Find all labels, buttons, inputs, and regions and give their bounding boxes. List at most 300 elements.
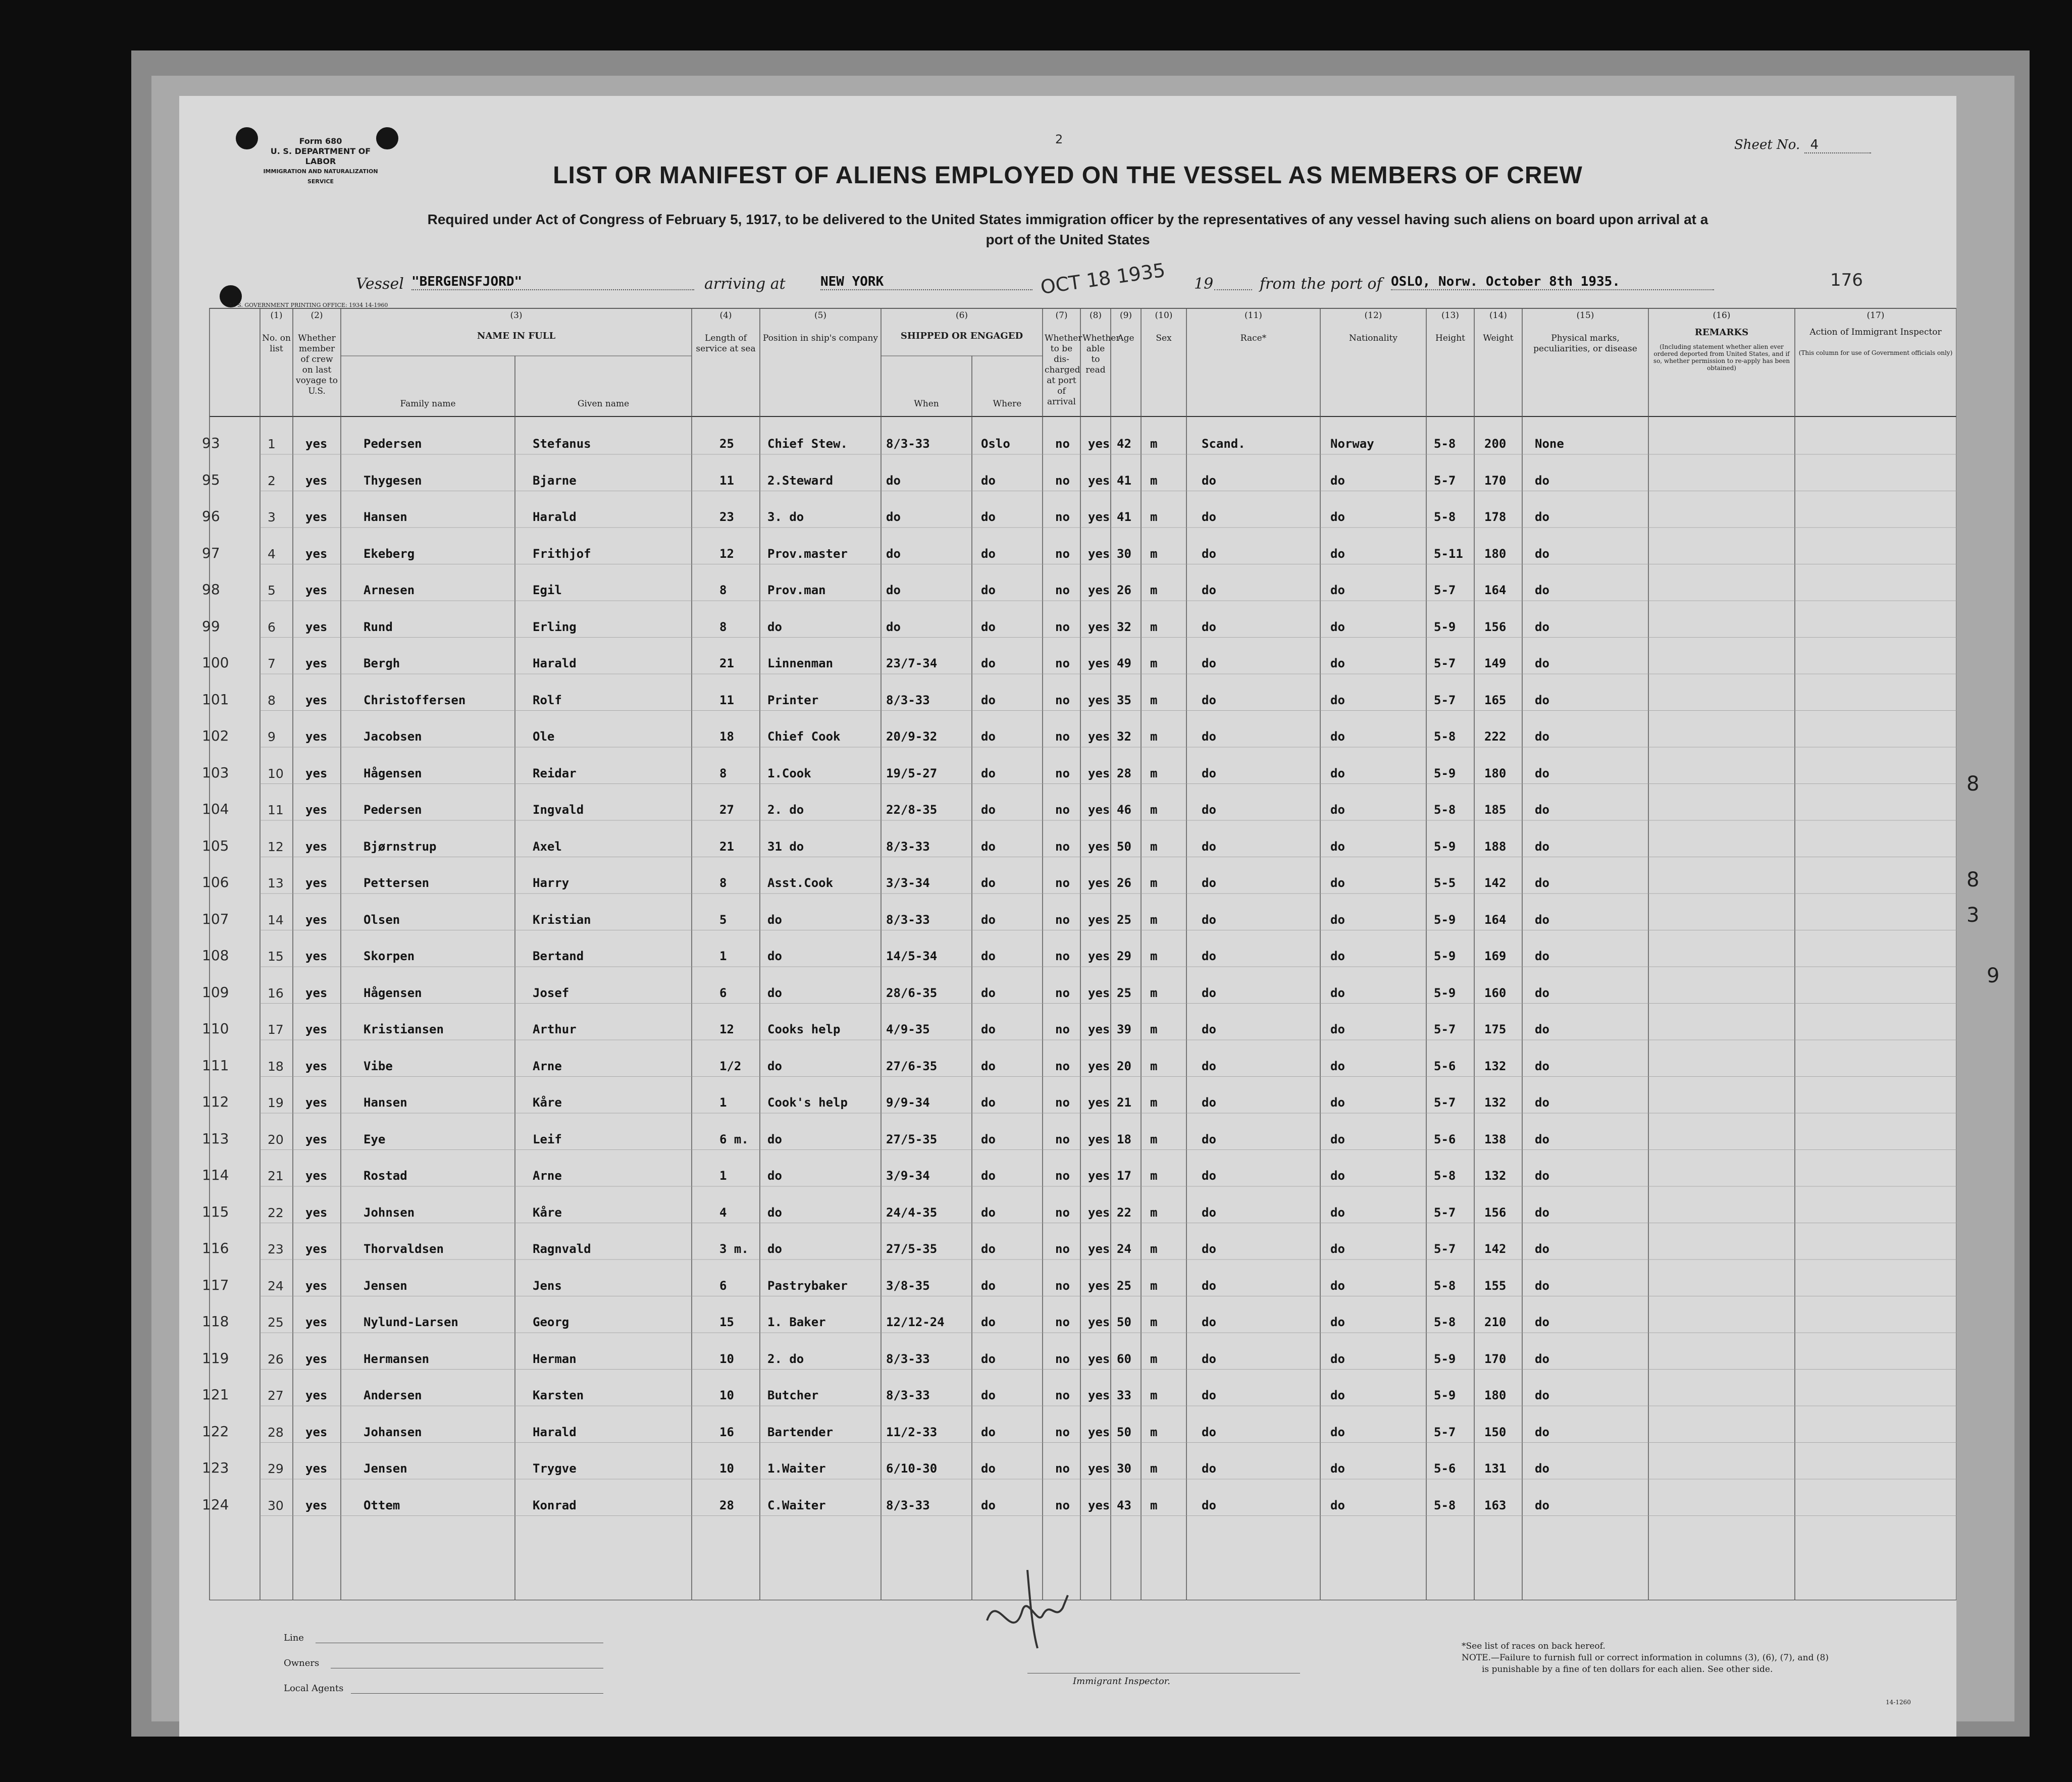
- row-height: 5-7: [1434, 656, 1456, 670]
- row-service: 11: [719, 693, 734, 707]
- row-nat: do: [1330, 1388, 1345, 1402]
- row-when: 8/3-33: [886, 693, 930, 707]
- row-family: Pedersen: [364, 437, 422, 451]
- row-no: 20: [268, 1132, 284, 1147]
- row-height: 5-8: [1434, 1315, 1456, 1329]
- row-read: yes: [1088, 583, 1110, 597]
- row-read: yes: [1088, 876, 1110, 890]
- row-service: 3 m.: [719, 1242, 749, 1256]
- row-weight: 222: [1484, 729, 1507, 744]
- row-handwritten-number: 99: [202, 617, 220, 635]
- row-age: 35: [1117, 693, 1131, 707]
- row-weight: 165: [1484, 693, 1507, 707]
- column-number: (5): [814, 310, 827, 321]
- row-no: 26: [268, 1351, 284, 1367]
- row-when: do: [886, 583, 901, 597]
- row-race: do: [1202, 1351, 1216, 1366]
- row-service: 18: [719, 729, 734, 744]
- row-nat: do: [1330, 1132, 1345, 1146]
- row-read: yes: [1088, 1242, 1110, 1256]
- row-position: Pastrybaker: [767, 1278, 848, 1293]
- row-position: 2. do: [767, 1351, 804, 1366]
- row-height: 5-9: [1434, 912, 1456, 927]
- row-nat: do: [1330, 985, 1345, 1000]
- row-when: 8/3-33: [886, 1388, 930, 1402]
- row-sex: m: [1150, 1242, 1158, 1256]
- row-handwritten-number: 113: [202, 1130, 229, 1147]
- row-weight: 170: [1484, 473, 1507, 488]
- row-nat: do: [1330, 546, 1345, 561]
- row-age: 41: [1117, 510, 1131, 524]
- row-read: yes: [1088, 803, 1110, 817]
- row-sex: m: [1150, 1205, 1158, 1220]
- row-weight: 138: [1484, 1132, 1507, 1146]
- row-disch: no: [1055, 546, 1070, 561]
- row-given: Bertand: [533, 949, 584, 963]
- row-family: Skorpen: [364, 949, 415, 963]
- row-given: Frithjof: [533, 546, 591, 561]
- row-when: 27/6-35: [886, 1059, 938, 1073]
- row-last: yes: [305, 729, 328, 744]
- row-height: 5-8: [1434, 729, 1456, 744]
- row-read: yes: [1088, 1132, 1110, 1146]
- row-when: 14/5-34: [886, 949, 938, 963]
- row-disch: no: [1055, 1169, 1070, 1183]
- row-family: Andersen: [364, 1388, 422, 1402]
- row-race: do: [1202, 876, 1216, 890]
- row-when: 3/8-35: [886, 1278, 930, 1293]
- row-age: 30: [1117, 546, 1131, 561]
- row-given: Ole: [533, 729, 555, 744]
- row-marks: do: [1535, 839, 1549, 854]
- row-last: yes: [305, 1351, 328, 1366]
- row-age: 60: [1117, 1351, 1131, 1366]
- arrival-date-stamp: OCT 18 1935: [1039, 258, 1167, 299]
- row-where: do: [981, 1059, 996, 1073]
- row-height: 5-7: [1434, 693, 1456, 707]
- row-sex: m: [1150, 656, 1158, 670]
- arriving-label: arriving at: [704, 275, 786, 293]
- row-weight: 142: [1484, 1242, 1507, 1256]
- row-last: yes: [305, 1059, 328, 1073]
- row-age: 28: [1117, 766, 1131, 780]
- row-marks: do: [1535, 473, 1549, 488]
- row-last: yes: [305, 876, 328, 890]
- row-read: yes: [1088, 949, 1110, 963]
- year-blank: [1214, 289, 1252, 290]
- column-header: No. on list: [262, 333, 291, 354]
- row-position: do: [767, 619, 782, 634]
- row-race: do: [1202, 912, 1216, 927]
- row-race: do: [1202, 803, 1216, 817]
- row-family: Ekeberg: [364, 546, 415, 561]
- row-family: Vibe: [364, 1059, 393, 1073]
- row-height: 5-6: [1434, 1059, 1456, 1073]
- row-race: do: [1202, 839, 1216, 854]
- row-when: 3/9-34: [886, 1169, 930, 1183]
- row-disch: no: [1055, 656, 1070, 670]
- row-weight: 142: [1484, 876, 1507, 890]
- row-read: yes: [1088, 1278, 1110, 1293]
- inspector-signature: [967, 1560, 1098, 1651]
- row-handwritten-number: 123: [202, 1459, 229, 1476]
- row-position: Prov.master: [767, 546, 848, 561]
- row-race: do: [1202, 1059, 1216, 1073]
- row-service: 28: [719, 1498, 734, 1512]
- row-disch: no: [1055, 1351, 1070, 1366]
- row-weight: 180: [1484, 766, 1507, 780]
- row-height: 5-7: [1434, 1425, 1456, 1439]
- row-height: 5-7: [1434, 473, 1456, 488]
- row-read: yes: [1088, 1205, 1110, 1220]
- row-position: 1.Waiter: [767, 1461, 826, 1476]
- row-position: C.Waiter: [767, 1498, 826, 1512]
- row-last: yes: [305, 1022, 328, 1036]
- row-handwritten-number: 108: [202, 947, 229, 964]
- form-number: Form 680: [299, 136, 342, 146]
- row-where: do: [981, 546, 996, 561]
- row-where: do: [981, 1132, 996, 1146]
- row-marks: do: [1535, 1022, 1549, 1036]
- note-fine: is punishable by a fine of ten dollars for each alien. See other side.: [1482, 1664, 1773, 1674]
- row-where: do: [981, 1461, 996, 1476]
- column-header: Physical marks, peculiarities, or disease: [1533, 333, 1637, 354]
- row-nat: do: [1330, 1498, 1345, 1512]
- row-read: yes: [1088, 619, 1110, 634]
- row-position: do: [767, 949, 782, 963]
- row-disch: no: [1055, 729, 1070, 744]
- row-marks: do: [1535, 1132, 1549, 1146]
- row-race: do: [1202, 766, 1216, 780]
- row-disch: no: [1055, 473, 1070, 488]
- row-marks: do: [1535, 1059, 1549, 1073]
- row-no: 25: [268, 1315, 284, 1330]
- row-age: 29: [1117, 949, 1131, 963]
- row-no: 27: [268, 1388, 284, 1403]
- row-no: 29: [268, 1461, 284, 1476]
- row-height: 5-9: [1434, 949, 1456, 963]
- row-family: Johnsen: [364, 1205, 415, 1220]
- row-where: do: [981, 619, 996, 634]
- row-last: yes: [305, 437, 328, 451]
- row-marks: do: [1535, 766, 1549, 780]
- row-handwritten-number: 96: [202, 508, 220, 525]
- column-number: (16): [1713, 310, 1731, 321]
- row-family: Hågensen: [364, 766, 422, 780]
- row-race: do: [1202, 1132, 1216, 1146]
- row-given: Rolf: [533, 693, 562, 707]
- row-position: do: [767, 912, 782, 927]
- row-age: 43: [1117, 1498, 1131, 1512]
- subheader-when: When: [914, 399, 939, 409]
- owners-label: Owners: [284, 1658, 320, 1668]
- column-header: Length of service at sea: [696, 333, 756, 354]
- row-disch: no: [1055, 1205, 1070, 1220]
- row-weight: 180: [1484, 546, 1507, 561]
- row-sex: m: [1150, 1351, 1158, 1366]
- row-marks: do: [1535, 510, 1549, 524]
- row-read: yes: [1088, 437, 1110, 451]
- row-read: yes: [1088, 510, 1110, 524]
- row-disch: no: [1055, 1242, 1070, 1256]
- row-where: do: [981, 985, 996, 1000]
- column-number: (14): [1489, 310, 1507, 321]
- row-weight: 156: [1484, 619, 1507, 634]
- row-age: 21: [1117, 1095, 1131, 1110]
- row-weight: 210: [1484, 1315, 1507, 1329]
- row-marks: do: [1535, 949, 1549, 963]
- row-age: 17: [1117, 1169, 1131, 1183]
- row-no: 2: [268, 473, 276, 488]
- row-where: do: [981, 1425, 996, 1439]
- row-weight: 131: [1484, 1461, 1507, 1476]
- row-no: 12: [268, 839, 284, 854]
- row-handwritten-number: 98: [202, 581, 220, 598]
- row-when: 8/3-33: [886, 1351, 930, 1366]
- row-given: Georg: [533, 1315, 569, 1329]
- departure-port: OSLO, Norw. October 8th 1935.: [1391, 274, 1714, 290]
- row-where: do: [981, 1205, 996, 1220]
- column-number: (17): [1867, 310, 1885, 321]
- row-read: yes: [1088, 1425, 1110, 1439]
- row-family: Thorvaldsen: [364, 1242, 444, 1256]
- row-service: 6 m.: [719, 1132, 749, 1146]
- row-marks: do: [1535, 1242, 1549, 1256]
- row-race: do: [1202, 619, 1216, 634]
- row-handwritten-number: 103: [202, 764, 229, 781]
- row-given: Harald: [533, 656, 577, 670]
- row-family: Thygesen: [364, 473, 422, 488]
- row-marks: do: [1535, 1169, 1549, 1183]
- row-position: 3. do: [767, 510, 804, 524]
- row-sex: m: [1150, 949, 1158, 963]
- row-when: do: [886, 546, 901, 561]
- row-weight: 178: [1484, 510, 1507, 524]
- row-family: Hansen: [364, 510, 407, 524]
- row-sex: m: [1150, 1132, 1158, 1146]
- row-age: 50: [1117, 839, 1131, 854]
- row-disch: no: [1055, 1388, 1070, 1402]
- row-family: Jensen: [364, 1461, 407, 1476]
- row-service: 8: [719, 619, 727, 634]
- row-marks: do: [1535, 546, 1549, 561]
- column-header: REMARKS: [1694, 327, 1749, 338]
- row-family: Johansen: [364, 1425, 422, 1439]
- row-given: Egil: [533, 583, 562, 597]
- row-position: Printer: [767, 693, 819, 707]
- row-age: 32: [1117, 729, 1131, 744]
- row-read: yes: [1088, 1022, 1110, 1036]
- row-when: do: [886, 619, 901, 634]
- row-disch: no: [1055, 583, 1070, 597]
- row-height: 5-9: [1434, 619, 1456, 634]
- row-no: 24: [268, 1278, 284, 1293]
- row-race: do: [1202, 1425, 1216, 1439]
- row-handwritten-number: 107: [202, 910, 229, 927]
- row-service: 5: [719, 912, 727, 927]
- sheet-number-value: 4: [1804, 137, 1871, 153]
- row-sex: m: [1150, 510, 1158, 524]
- row-last: yes: [305, 546, 328, 561]
- row-marks: do: [1535, 985, 1549, 1000]
- row-when: 19/5-27: [886, 766, 938, 780]
- row-no: 7: [268, 656, 276, 671]
- row-given: Bjarne: [533, 473, 577, 488]
- sheet-number-label: Sheet No.: [1734, 137, 1800, 152]
- row-given: Trygve: [533, 1461, 577, 1476]
- manifest-sheet: [179, 96, 1956, 1737]
- note-races: *See list of races on back hereof.: [1462, 1641, 1605, 1651]
- column-number: (4): [719, 310, 732, 321]
- row-given: Harald: [533, 1425, 577, 1439]
- row-height: 5-8: [1434, 1278, 1456, 1293]
- row-age: 33: [1117, 1388, 1131, 1402]
- row-last: yes: [305, 1205, 328, 1220]
- row-service: 6: [719, 985, 727, 1000]
- row-race: do: [1202, 473, 1216, 488]
- row-height: 5-9: [1434, 839, 1456, 854]
- row-sex: m: [1150, 1461, 1158, 1476]
- row-nat: do: [1330, 803, 1345, 817]
- row-handwritten-number: 95: [202, 471, 220, 488]
- row-race: do: [1202, 1315, 1216, 1329]
- row-given: Reidar: [533, 766, 577, 780]
- row-marks: do: [1535, 1351, 1549, 1366]
- row-marks: do: [1535, 1461, 1549, 1476]
- row-weight: 164: [1484, 583, 1507, 597]
- row-age: 50: [1117, 1315, 1131, 1329]
- row-when: 28/6-35: [886, 985, 938, 1000]
- row-last: yes: [305, 583, 328, 597]
- row-service: 6: [719, 1278, 727, 1293]
- row-no: 8: [268, 693, 276, 708]
- vessel-name: "BERGENSFJORD": [411, 274, 694, 290]
- row-position: Chief Cook: [767, 729, 841, 744]
- row-weight: 175: [1484, 1022, 1507, 1036]
- row-service: 11: [719, 473, 734, 488]
- row-handwritten-number: 100: [202, 654, 229, 671]
- column-number: (9): [1119, 310, 1132, 321]
- row-handwritten-number: 105: [202, 837, 229, 854]
- subheader-where: Where: [993, 399, 1022, 409]
- row-nat: do: [1330, 1169, 1345, 1183]
- row-position: Linnenman: [767, 656, 834, 670]
- row-read: yes: [1088, 1095, 1110, 1110]
- row-where: Oslo: [981, 437, 1010, 451]
- row-disch: no: [1055, 912, 1070, 927]
- row-age: 32: [1117, 619, 1131, 634]
- row-age: 49: [1117, 656, 1131, 670]
- row-marks: do: [1535, 912, 1549, 927]
- row-handwritten-number: 110: [202, 1020, 229, 1037]
- row-marks: do: [1535, 803, 1549, 817]
- row-marks: do: [1535, 1388, 1549, 1402]
- row-read: yes: [1088, 766, 1110, 780]
- row-age: 46: [1117, 803, 1131, 817]
- row-sex: m: [1150, 985, 1158, 1000]
- row-marks: do: [1535, 693, 1549, 707]
- row-disch: no: [1055, 876, 1070, 890]
- row-position: do: [767, 1132, 782, 1146]
- row-disch: no: [1055, 839, 1070, 854]
- row-no: 11: [268, 803, 284, 817]
- row-given: Arthur: [533, 1022, 577, 1036]
- row-no: 23: [268, 1242, 284, 1256]
- row-handwritten-number: 106: [202, 874, 229, 890]
- row-position: 2.Steward: [767, 473, 834, 488]
- row-marks: do: [1535, 876, 1549, 890]
- row-read: yes: [1088, 1461, 1110, 1476]
- row-given: Axel: [533, 839, 562, 854]
- row-family: Nylund-Larsen: [364, 1315, 458, 1329]
- row-race: do: [1202, 583, 1216, 597]
- row-marks: do: [1535, 1425, 1549, 1439]
- row-nat: do: [1330, 1059, 1345, 1073]
- row-where: do: [981, 1388, 996, 1402]
- row-nat: do: [1330, 1315, 1345, 1329]
- row-where: do: [981, 656, 996, 670]
- row-read: yes: [1088, 693, 1110, 707]
- row-disch: no: [1055, 1022, 1070, 1036]
- row-handwritten-number: 109: [202, 983, 229, 1001]
- margin-mark: 8: [1966, 868, 1980, 892]
- row-weight: 150: [1484, 1425, 1507, 1439]
- row-when: 9/9-34: [886, 1095, 930, 1110]
- row-nat: do: [1330, 1095, 1345, 1110]
- row-family: Jensen: [364, 1278, 407, 1293]
- row-nat: do: [1330, 876, 1345, 890]
- row-when: 8/3-33: [886, 912, 930, 927]
- row-last: yes: [305, 1242, 328, 1256]
- row-height: 5-7: [1434, 1205, 1456, 1220]
- row-where: do: [981, 1351, 996, 1366]
- row-last: yes: [305, 766, 328, 780]
- row-nat: do: [1330, 583, 1345, 597]
- subheader-inspector-note: (This column for use of Government officials only): [1798, 349, 1953, 356]
- row-last: yes: [305, 619, 328, 634]
- row-sex: m: [1150, 803, 1158, 817]
- row-disch: no: [1055, 1095, 1070, 1110]
- row-height: 5-11: [1434, 546, 1463, 561]
- row-height: 5-9: [1434, 1351, 1456, 1366]
- row-marks: do: [1535, 1315, 1549, 1329]
- row-disch: no: [1055, 619, 1070, 634]
- crew-table: [179, 308, 1956, 1600]
- row-disch: no: [1055, 1315, 1070, 1329]
- row-handwritten-number: 122: [202, 1423, 229, 1440]
- row-handwritten-number: 102: [202, 727, 229, 744]
- row-sex: m: [1150, 546, 1158, 561]
- row-where: do: [981, 1022, 996, 1036]
- row-height: 5-9: [1434, 985, 1456, 1000]
- row-handwritten-number: 116: [202, 1240, 229, 1256]
- row-weight: 188: [1484, 839, 1507, 854]
- row-given: Stefanus: [533, 437, 591, 451]
- row-weight: 155: [1484, 1278, 1507, 1293]
- row-sex: m: [1150, 1278, 1158, 1293]
- row-no: 1: [268, 437, 276, 451]
- row-read: yes: [1088, 473, 1110, 488]
- row-when: 4/9-35: [886, 1022, 930, 1036]
- row-disch: no: [1055, 803, 1070, 817]
- row-race: do: [1202, 1095, 1216, 1110]
- row-sex: m: [1150, 619, 1158, 634]
- row-last: yes: [305, 839, 328, 854]
- column-number: (2): [310, 310, 323, 321]
- row-where: do: [981, 912, 996, 927]
- row-service: 21: [719, 656, 734, 670]
- row-last: yes: [305, 949, 328, 963]
